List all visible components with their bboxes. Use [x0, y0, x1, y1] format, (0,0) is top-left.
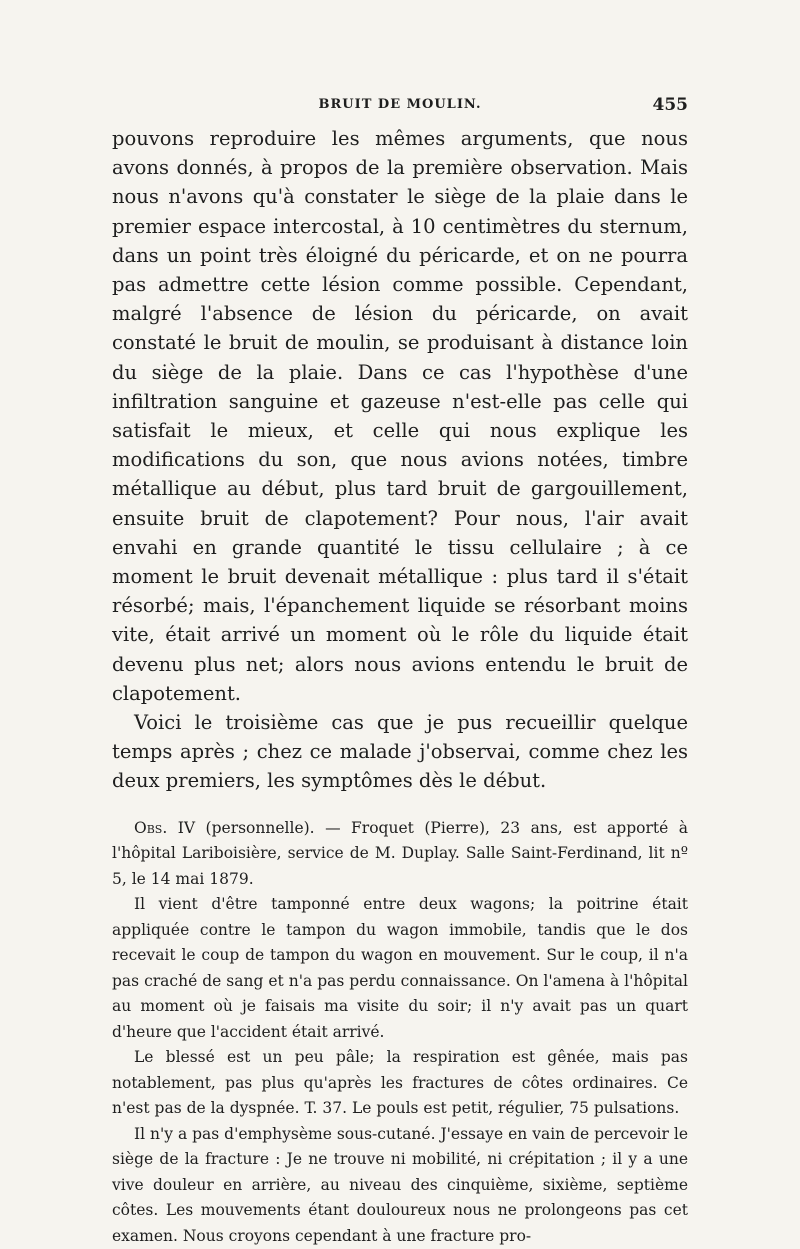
observation-heading-text: (personnelle). — Froquet (Pierre), 23 ans, est apporté à l'hôpital Lariboisière, service de M. Duplay. Salle Saint-Ferdinand, lit nº 5, le 14 mai 1879.	[112, 818, 688, 888]
observation-label: Obs. IV	[134, 818, 196, 837]
page-body	[112, 124, 688, 1249]
page-number: 455	[652, 95, 688, 115]
observation-heading	[112, 816, 688, 893]
paragraph-continued: pouvons reproduire les mêmes arguments, que nous avons donnés, à propos de la première observation. Mais nous n'avons qu'à constater le siège de la plaie dans le premier espace intercostal, à 10 centimètres du sternum, dans un point très éloigné du péricarde, et on ne pourra pas admettre cette lésion comme possible. Cependant, malgré l'absence de lésion du péricarde, on avait constaté le bruit de moulin, se produisant à distance loin du siège de la plaie. Dans ce cas l'hypothèse d'une infiltration sanguine et gazeuse n'est-elle pas celle qui satisfait le mieux, et celle qui nous explique les modifications du son, que nous avions notées, timbre métallique au début, plus tard bruit de gargouillement, ensuite bruit de clapotement? Pour nous, l'air avait envahi en grande quantité le tissu cellulaire ; à ce moment le bruit devenait métallique : plus tard il s'était résorbé; mais, l'épanchement liquide se résorbant moins vite, était arrivé un moment où le rôle du liquide était devenu plus net; alors nous avions entendu le bruit de clapotement.	[112, 127, 688, 705]
running-title: BRUIT DE MOULIN.	[318, 97, 482, 112]
page-header	[112, 97, 688, 121]
observation-paragraph-3: Il n'y a pas d'emphysème sous-cutané. J'essaye en vain de percevoir le siège de la fracture : Je ne trouve ni mobilité, ni crépitation ; il y a une vive douleur en arrière, au niveau des cinquième, sixième, septième côtes. Les mouvements étant douloureux nous ne prolongeons pas cet examen. Nous croyons cependant à une fracture pro-	[112, 1124, 688, 1245]
observation-paragraph-1: Il vient d'être tamponné entre deux wagons; la poitrine était appliquée contre le tampon du wagon immobile, tandis que le dos recevait le coup de tampon du wagon en mouvement. Sur le coup, il n'a pas craché de sang et n'a pas perdu connaissance. On l'amena à l'hôpital au moment où je faisais ma visite du soir; il n'y avait pas un quart d'heure que l'accident était arrivé.	[112, 895, 688, 1041]
observation-paragraph-2: Le blessé est un peu pâle; la respiration est gênée, mais pas notablement, pas plus qu'après les fractures de côtes ordinaires. Ce n'est pas de la dyspnée. T. 37. Le pouls est petit, régulier, 75 pulsations.	[112, 1048, 688, 1118]
paragraph-third-case: Voici le troisième cas que je pus recueillir quelque temps après ; chez ce malade j'observai, comme chez les deux premiers, les symptômes dès le début.	[112, 711, 688, 793]
observation-iv	[112, 816, 688, 1249]
main-text	[112, 124, 688, 796]
